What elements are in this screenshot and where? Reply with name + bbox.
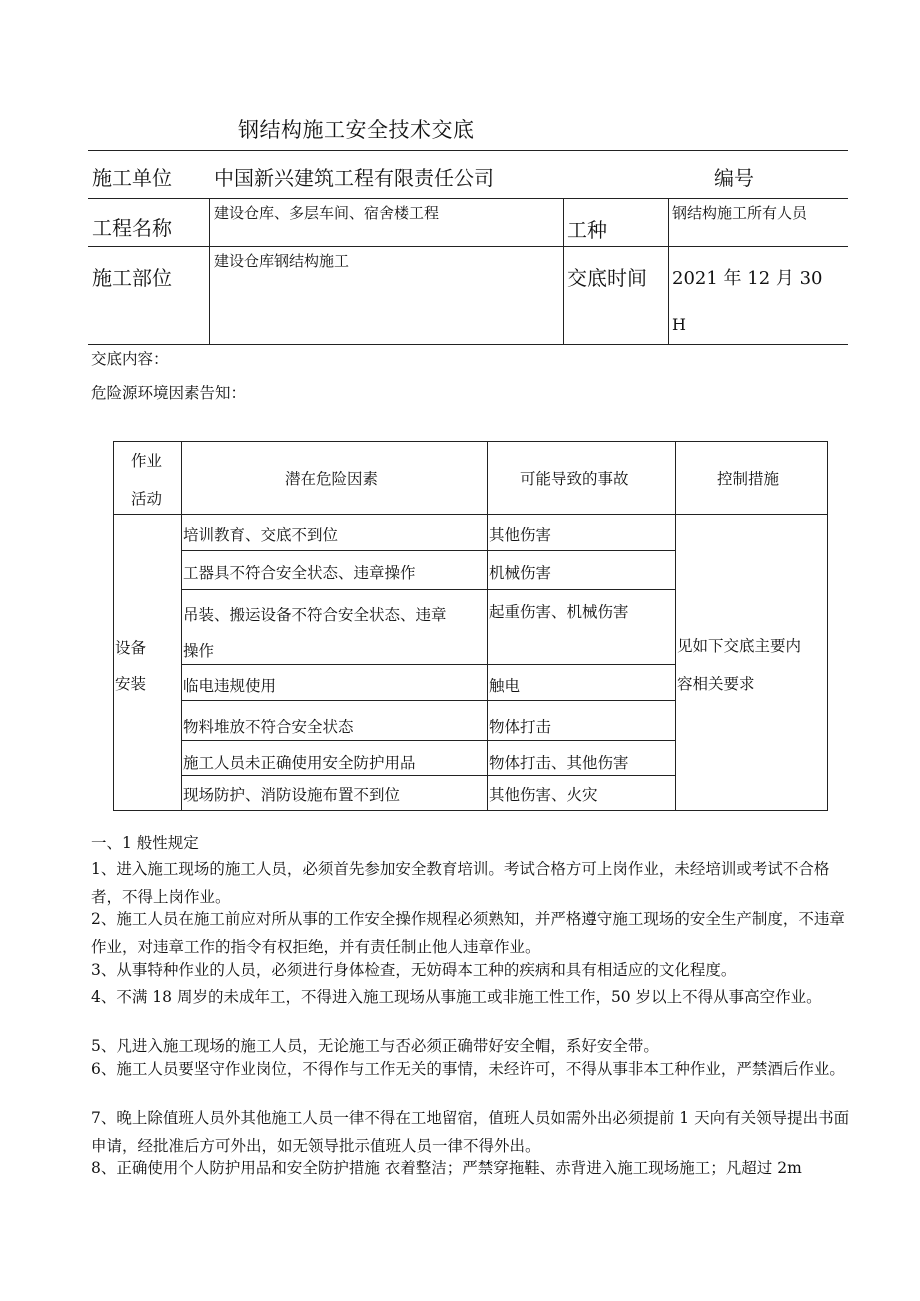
- table-row-accident: 物体打击: [489, 718, 552, 736]
- header-factor: 潜在危险因素: [285, 470, 379, 488]
- rule-item: 6、施工人员要坚守作业岗位，不得作与工作无关的事情，未经许可，不得从事非本工种作业，严禁酒后作业。: [91, 1060, 845, 1078]
- unit-label: 施工单位: [92, 166, 172, 190]
- hazard-line: [113, 514, 828, 515]
- hazard-line: [113, 810, 828, 811]
- trade-label: 工种: [567, 218, 607, 242]
- time-label: 交底时间: [567, 266, 647, 290]
- table-row-accident: 起重伤害、机械伤害: [489, 603, 629, 621]
- rule-item: 8、正确使用个人防护用品和安全防护措施 衣着整洁；严禁穿拖鞋、赤背进入施工现场施工；凡超过 2m: [91, 1159, 802, 1177]
- hazard-line: [181, 589, 675, 590]
- time-value-line1: 2021 年 12 月 30: [672, 268, 823, 289]
- part-label: 施工部位: [92, 266, 172, 290]
- hazard-vline: [827, 441, 828, 810]
- table-row-factor: 临电违规使用: [183, 677, 277, 695]
- project-label: 工程名称: [92, 216, 172, 240]
- header-line: [88, 198, 848, 199]
- rule-item: 2、施工人员在施工前应对所从事的工作安全操作规程必须熟知，并严格遵守施工现场的安全生产制度，不违章作业，对违章工作的指令有权拒绝，并有责任制止他人违章作业。: [91, 910, 845, 956]
- rule-item: 5、凡进入施工现场的施工人员，无论施工与否必须正确带好安全帽，系好安全带。: [91, 1037, 659, 1055]
- table-row-factor-2: 操作: [183, 642, 215, 660]
- header-line: [88, 246, 848, 247]
- project-value: 建设仓库、多层车间、宿舍楼工程: [214, 204, 440, 222]
- table-row-accident: 触电: [489, 677, 521, 695]
- document-title: 钢结构施工安全技术交底: [238, 118, 475, 142]
- unit-value: 中国新兴建筑工程有限责任公司: [214, 166, 494, 190]
- hazard-line: [181, 664, 675, 665]
- header-vline: [563, 198, 564, 344]
- rule-item: 3、从事特种作业的人员，必须进行身体检查，无妨碍本工种的疾病和具有相适应的文化程度。: [91, 961, 737, 979]
- table-row-factor: 培训教育、交底不到位: [183, 526, 339, 544]
- activity-cell-2: 安装: [115, 675, 147, 693]
- rule-item: 4、不满 18 周岁的未成年工，不得进入施工现场从事施工或非施工性工作，50 岁以上不得从事高空作业。: [91, 988, 822, 1006]
- table-row-factor: 现场防护、消防设施布置不到位: [183, 786, 401, 804]
- table-row-accident: 机械伤害: [489, 564, 552, 582]
- hazard-vline: [487, 441, 488, 810]
- table-row-accident: 其他伤害: [489, 526, 552, 544]
- table-row-accident: 其他伤害、火灾: [489, 786, 598, 804]
- control-cell-2: 容相关要求: [677, 675, 755, 693]
- table-row-factor: 物料堆放不符合安全状态: [183, 718, 354, 736]
- header-line: [88, 150, 848, 151]
- hazard-line: [181, 740, 675, 741]
- activity-cell: 设备: [115, 639, 147, 657]
- content-label: 交底内容：: [91, 350, 169, 368]
- hazard-line: [181, 550, 675, 551]
- header-activity-2: 活动: [131, 490, 163, 508]
- table-row-accident: 物体打击、其他伤害: [489, 754, 629, 772]
- rule-item: 1、进入施工现场的施工人员，必须首先参加安全教育培训。考试合格方可上岗作业，未经培训或考试不合格者，不得上岗作业。: [91, 860, 830, 906]
- header-vline: [668, 198, 669, 344]
- number-label: 编号: [714, 166, 754, 190]
- hazard-line: [113, 441, 828, 442]
- time-value-line2: H: [672, 315, 686, 334]
- title-underline: [238, 140, 278, 141]
- rule-item: 7、晚上除值班人员外其他施工人员一律不得在工地留宿，值班人员如需外出必须提前 1 天向有关领导提出书面申请，经批准后方可外出，如无领导批示值班人员一律不得外出。: [91, 1109, 850, 1155]
- header-control: 控制措施: [717, 470, 780, 488]
- header-vline: [209, 198, 210, 344]
- table-row-factor: 工器具不符合安全状态、违章操作: [183, 564, 416, 582]
- header-line: [88, 344, 848, 345]
- section-title: 一、1 般性规定: [91, 834, 199, 852]
- hazard-line: [181, 700, 675, 701]
- part-value: 建设仓库钢结构施工: [214, 252, 350, 270]
- header-accident: 可能导致的事故: [520, 470, 629, 488]
- table-row-factor: 施工人员未正确使用安全防护用品: [183, 754, 416, 772]
- table-row-factor: 吊装、搬运设备不符合安全状态、违章: [183, 606, 447, 624]
- trade-value: 钢结构施工所有人员: [672, 204, 808, 222]
- hazard-vline: [181, 441, 182, 810]
- control-cell: 见如下交底主要内: [677, 637, 802, 655]
- hazard-vline: [675, 441, 676, 810]
- hazard-line: [181, 775, 675, 776]
- hazard-notice: 危险源环境因素告知：: [91, 384, 247, 402]
- hazard-vline: [113, 441, 114, 810]
- header-activity: 作业: [131, 452, 163, 470]
